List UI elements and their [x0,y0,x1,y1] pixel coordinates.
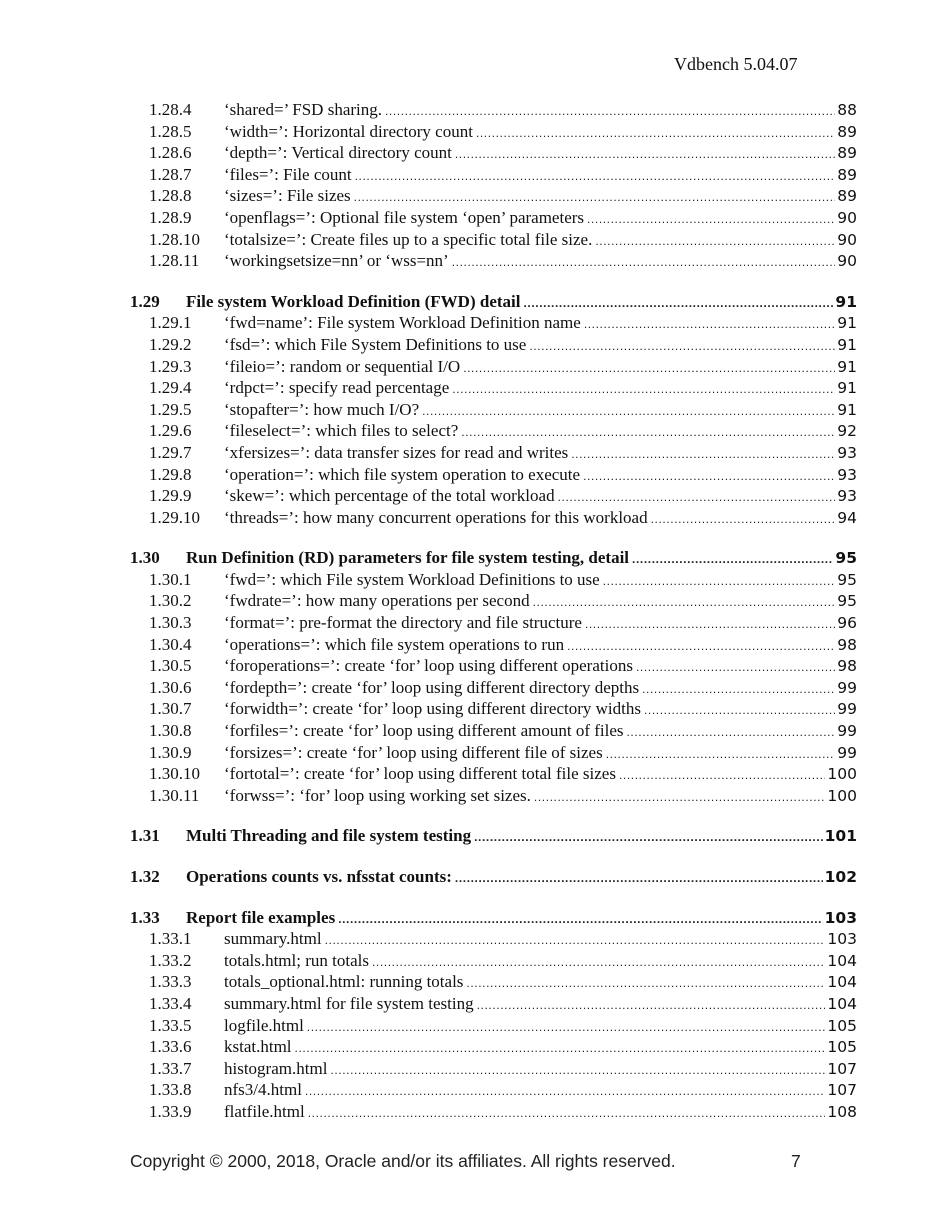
toc-entry[interactable] [130,763,857,785]
toc-page-number: 104 [827,951,857,970]
document-header-title: Vdbench 5.04.07 [674,54,798,74]
toc-entry[interactable] [130,634,857,656]
toc-number: 1.30.5 [149,656,192,676]
toc-page-number: 103 [827,930,857,949]
toc-title: summary.html [224,929,322,949]
dot-leader [305,1081,825,1103]
toc-entry[interactable] [130,334,857,356]
toc-page-number: 104 [827,994,857,1013]
footer-copyright: Copyright © 2000, 2018, Oracle and/or its affiliates. All rights reserved. [130,1151,676,1171]
toc-page-number: 88 [837,101,857,119]
toc-number: 1.29.5 [149,399,192,419]
toc-entry[interactable] [130,655,857,677]
toc-page-number: 99 [837,743,857,762]
toc-group-1-33 [130,928,857,1122]
toc-number: 1.30.2 [149,591,192,611]
toc-title: Multi Threading and file system testing [186,826,472,846]
toc-number: 1.28.4 [149,100,192,119]
toc-section-1-31[interactable] [130,825,857,847]
toc-title: ‘foroperations=’: create ‘for’ loop using different operations [224,656,633,676]
dot-leader [338,909,822,931]
toc-page-number: 100 [827,765,857,784]
toc-title: ‘fwd=’: which File system Workload Definitions to use [224,569,600,589]
toc-page-number: 91 [837,357,857,376]
toc-number: 1.33.7 [149,1058,192,1078]
toc-number: 1.33.4 [149,993,192,1013]
toc-entry[interactable] [130,742,857,764]
dot-leader [308,1103,826,1125]
toc-title: ‘format=’: pre-format the directory and file structure [224,613,582,633]
toc-page-number: 99 [837,678,857,697]
dot-leader [455,868,823,890]
toc-title: totals.html; run totals [224,950,369,970]
toc-title: nfs3/4.html [224,1080,302,1100]
toc-number: 1.29.1 [149,313,192,333]
dot-leader [463,358,835,380]
toc-entry[interactable] [130,612,857,634]
toc-entry[interactable] [130,420,857,442]
toc-title: ‘totalsize=’: Create files up to a specific total file size. [224,229,593,249]
spacer [130,847,857,866]
toc-entry[interactable] [130,1101,857,1123]
toc-page-number: 104 [827,973,857,992]
toc-entry[interactable] [130,377,857,399]
toc-number: 1.29.10 [149,507,200,527]
spacer [130,528,857,547]
toc-entry[interactable] [130,464,857,486]
toc-entry[interactable] [130,993,857,1015]
dot-leader [477,995,826,1017]
spacer [130,806,857,825]
toc-number: 1.29.2 [149,334,192,354]
toc-number: 1.30 [130,548,160,568]
toc-entry[interactable] [130,142,857,164]
spacer [130,888,857,907]
toc-page-number: 91 [837,314,857,333]
toc-entry[interactable] [130,99,857,121]
toc-title: ‘skew=’: which percentage of the total workload [224,486,555,506]
toc-title: ‘fordepth=’: create ‘for’ loop using different directory depths [224,677,640,697]
toc-title: ‘shared=’ FSD sharing. [224,100,382,119]
dot-leader [595,231,835,253]
dot-leader [567,636,835,658]
toc-title: ‘rdpct=’: specify read percentage [224,378,450,398]
toc-number: 1.28.10 [149,229,200,249]
toc-entry[interactable] [130,312,857,334]
toc-title: ‘width=’: Horizontal directory count [224,121,473,141]
dot-leader [461,422,835,444]
toc-page-number: 89 [837,144,857,163]
toc-entry[interactable] [130,1079,857,1101]
toc-title: flatfile.html [224,1101,305,1121]
toc-title: ‘fileio=’: random or sequential I/O [224,356,461,376]
toc-title: ‘fortotal=’: create ‘for’ loop using different total file sizes [224,764,616,784]
toc-page-number: 93 [837,487,857,506]
toc-entry[interactable] [130,207,857,229]
dot-leader [295,1038,826,1060]
toc-page-number: 89 [837,187,857,206]
toc-title: ‘operations=’: which file system operations to run [224,634,565,654]
toc-number: 1.30.3 [149,613,192,633]
toc-entry[interactable] [130,785,857,807]
toc-title: ‘depth=’: Vertical directory count [224,143,452,163]
toc-page-number: 99 [837,722,857,741]
dot-leader [644,700,835,722]
toc-group-1-28 [130,99,857,272]
dot-leader [474,827,823,849]
toc-title: ‘forwidth=’: create ‘for’ loop using different directory widths [224,699,641,719]
dot-leader [534,787,826,809]
toc-number: 1.31 [130,826,160,846]
toc-page-number: 101 [824,827,857,846]
dot-leader [587,209,835,231]
toc-page-number: 94 [837,508,857,527]
toc-title: Operations counts vs. nfsstat counts: [186,867,452,886]
toc-number: 1.33.6 [149,1037,192,1057]
spacer [130,272,857,291]
dot-leader [330,1060,825,1082]
toc-number: 1.28.11 [149,251,200,271]
toc-entry[interactable] [130,971,857,993]
toc-number: 1.30.7 [149,699,192,719]
toc-title: ‘forfiles=’: create ‘for’ loop using different amount of files [224,721,624,741]
dot-leader [632,549,833,571]
dot-leader [642,679,835,701]
toc-number: 1.33.1 [149,929,192,949]
toc-number: 1.30.8 [149,721,192,741]
toc-page-number: 103 [824,908,857,927]
toc-number: 1.28.5 [149,121,192,141]
toc-number: 1.28.9 [149,207,192,227]
dot-leader [354,187,836,209]
toc-entry[interactable] [130,1036,857,1058]
toc-number: 1.30.9 [149,742,192,762]
dot-leader [466,973,825,995]
toc-entry[interactable] [130,356,857,378]
toc-entry[interactable] [130,121,857,143]
toc-page-number: 90 [837,208,857,227]
toc-number: 1.29.7 [149,442,192,462]
toc-number: 1.29 [130,291,160,311]
toc-entry[interactable] [130,442,857,464]
toc-number: 1.33.2 [149,950,192,970]
toc-number: 1.33.3 [149,972,192,992]
toc-page-number: 89 [837,165,857,184]
toc-title: ‘fwd=name’: File system Workload Definition name [224,313,581,333]
toc-title: histogram.html [224,1058,328,1078]
toc-page-number: 96 [837,614,857,633]
dot-leader [558,487,836,509]
dot-leader [585,614,835,636]
toc-section-1-33[interactable] [130,907,857,929]
dot-leader [355,166,836,188]
toc-page-number: 95 [837,592,857,611]
dot-leader [476,123,835,145]
dot-leader [325,930,826,952]
toc-entry[interactable] [130,677,857,699]
toc-entry[interactable] [130,720,857,742]
toc-page-number: 105 [827,1016,857,1035]
toc-number: 1.33.9 [149,1101,192,1121]
toc-title: summary.html for file system testing [224,993,474,1013]
table-of-contents [130,99,857,1123]
toc-section-1-32[interactable] [130,866,857,888]
toc-number: 1.30.10 [149,764,200,784]
toc-number: 1.30.11 [149,785,200,805]
toc-title: ‘stopafter=’: how much I/O? [224,399,420,419]
toc-page-number: 95 [835,549,857,568]
toc-page-number: 107 [827,1081,857,1100]
toc-page-number: 102 [824,868,857,886]
toc-page-number: 92 [837,422,857,441]
dot-leader [603,571,836,593]
toc-title: ‘threads=’: how many concurrent operations for this workload [224,507,648,527]
toc-title: ‘xfersizes=’: data transfer sizes for read and writes [224,442,569,462]
toc-entry[interactable] [130,569,857,591]
toc-entry[interactable] [130,229,857,251]
toc-page-number: 89 [837,122,857,141]
dot-leader [307,1017,826,1039]
toc-number: 1.30.4 [149,634,192,654]
toc-entry[interactable] [130,507,857,529]
toc-entry[interactable] [130,164,857,186]
toc-page-number: 99 [837,700,857,719]
dot-leader [636,657,835,679]
toc-title: totals_optional.html: running totals [224,972,464,992]
toc-title: ‘files=’: File count [224,164,352,184]
toc-page-number: 91 [837,400,857,419]
toc-number: 1.29.6 [149,421,192,441]
toc-entry[interactable] [130,399,857,421]
toc-section-1-30[interactable] [130,547,857,569]
toc-entry[interactable] [130,950,857,972]
toc-page-number: 91 [837,335,857,354]
toc-title: ‘forwss=’: ‘for’ loop using working set sizes. [224,785,531,805]
toc-number: 1.33 [130,907,160,927]
toc-number: 1.28.6 [149,143,192,163]
toc-page-number: 98 [837,635,857,654]
toc-title: ‘forsizes=’: create ‘for’ loop using different file of sizes [224,742,603,762]
dot-leader [455,144,835,166]
toc-title: File system Workload Definition (FWD) detail [186,291,521,311]
toc-number: 1.28.8 [149,186,192,206]
toc-group-1-30 [130,569,857,807]
dot-leader [606,744,836,766]
dot-leader [584,314,835,336]
toc-group-1-29 [130,312,857,528]
toc-page-number: 91 [837,379,857,398]
toc-entry[interactable] [130,485,857,507]
toc-title: Report file examples [186,907,336,927]
toc-page-number: 93 [837,465,857,484]
dot-leader [651,509,836,531]
toc-entry[interactable] [130,1058,857,1080]
toc-page-number: 100 [827,786,857,805]
toc-entry[interactable] [130,590,857,612]
toc-page-number: 105 [827,1038,857,1057]
dot-leader [422,401,835,423]
toc-number: 1.32 [130,867,160,886]
dot-leader [372,952,825,974]
toc-entry[interactable] [130,1015,857,1037]
dot-leader [619,765,825,787]
toc-number: 1.29.8 [149,464,192,484]
dot-leader [533,592,836,614]
toc-title: logfile.html [224,1015,304,1035]
toc-title: ‘fsd=’: which File System Definitions to use [224,334,527,354]
toc-page-number: 98 [837,657,857,676]
toc-title: ‘openflags=’: Optional file system ‘open’ parameters [224,207,585,227]
footer-page-number: 7 [791,1151,801,1171]
dot-leader [523,293,833,315]
toc-page-number: 91 [835,292,857,311]
toc-title: ‘sizes=’: File sizes [224,186,351,206]
toc-page-number: 107 [827,1059,857,1078]
toc-title: ‘workingsetsize=nn’ or ‘wss=nn’ [224,251,449,271]
toc-number: 1.29.3 [149,356,192,376]
dot-leader [583,466,835,488]
toc-title: Run Definition (RD) parameters for file system testing, detail [186,548,630,568]
toc-page-number: 108 [827,1102,857,1121]
toc-number: 1.30.1 [149,569,192,589]
toc-title: ‘fwdrate=’: how many operations per second [224,591,530,611]
dot-leader [452,252,836,274]
toc-entry[interactable] [130,250,857,272]
toc-number: 1.33.8 [149,1080,192,1100]
dot-leader [529,336,835,358]
toc-number: 1.33.5 [149,1015,192,1035]
toc-entry[interactable] [130,698,857,720]
toc-number: 1.28.7 [149,164,192,184]
toc-title: kstat.html [224,1037,292,1057]
toc-section-1-29[interactable] [130,291,857,313]
toc-page-number: 90 [837,252,857,271]
toc-title: ‘operation=’: which file system operation to execute [224,464,581,484]
dot-leader [627,722,836,744]
toc-entry[interactable] [130,928,857,950]
toc-page-number: 90 [837,230,857,249]
toc-page-number: 93 [837,443,857,462]
dot-leader [571,444,835,466]
toc-number: 1.30.6 [149,677,192,697]
toc-number: 1.29.9 [149,486,192,506]
dot-leader [385,101,835,123]
toc-number: 1.29.4 [149,378,192,398]
toc-page-number: 95 [837,570,857,589]
toc-entry[interactable] [130,185,857,207]
dot-leader [452,379,835,401]
toc-title: ‘fileselect=’: which files to select? [224,421,459,441]
